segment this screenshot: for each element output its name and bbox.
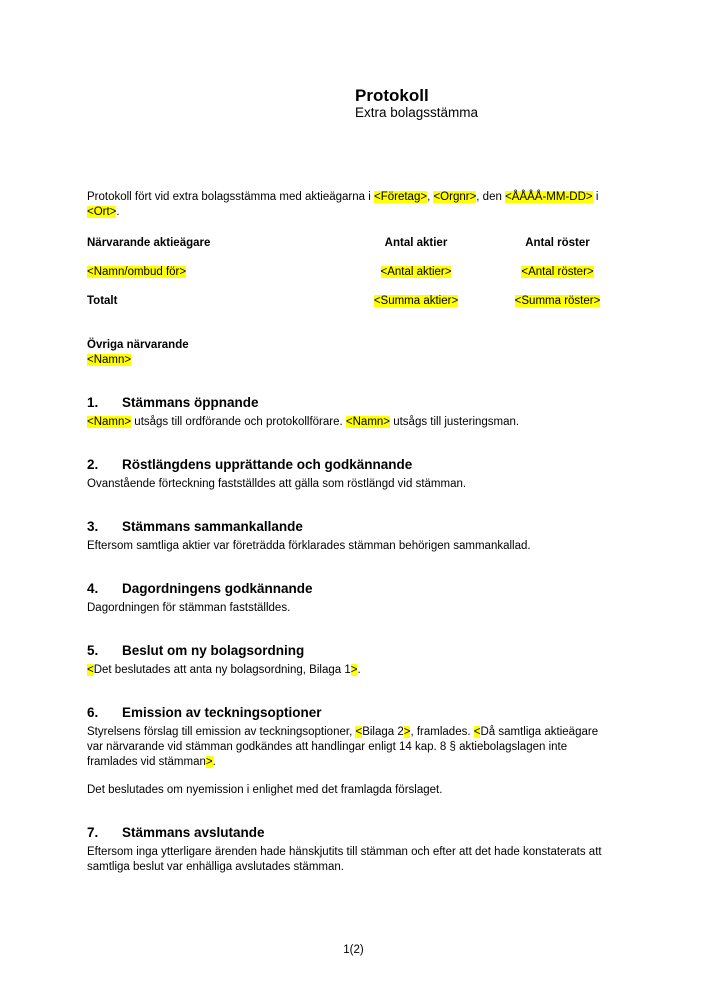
- text-segment: Ovanstående förteckning fastställdes att gälla som röstlängd vid stämman.: [87, 478, 467, 490]
- section-title: Emission av teckningsoptioner: [122, 705, 322, 720]
- placeholder-highlight: <Orgnr>: [433, 191, 477, 203]
- text-segment: Styrelsens förslag till emission av teckningsoptioner,: [87, 726, 356, 738]
- section-paragraph: [87, 477, 620, 492]
- section-5: [87, 643, 620, 678]
- placeholder-highlight: >: [350, 664, 358, 676]
- placeholder-vote-count: <Antal röster>: [521, 266, 594, 278]
- placeholder-highlight: <Företag>: [374, 191, 428, 203]
- title-block: [355, 86, 620, 121]
- section-number: 6.: [87, 705, 99, 720]
- section-4: [87, 581, 620, 616]
- section-paragraph: [87, 415, 620, 430]
- section-title: Stämmans öppnande: [122, 395, 259, 410]
- section-number: 4.: [87, 581, 99, 596]
- section-title: Dagordningens godkännande: [122, 581, 313, 596]
- col-header-vote-count: Antal röster: [525, 237, 590, 249]
- text-segment: samtliga beslut var enhälliga avslutades stämman.: [87, 861, 344, 873]
- section-number: 5.: [87, 643, 99, 658]
- total-label: Totalt: [87, 295, 118, 307]
- section-number: 7.: [87, 825, 99, 840]
- text-segment: Dagordningen för stämman fastställdes.: [87, 602, 291, 614]
- section-heading: [87, 457, 620, 473]
- section-number: 2.: [87, 457, 99, 472]
- placeholder-share-count: <Antal aktier>: [380, 266, 452, 278]
- placeholder-share-sum: <Summa aktier>: [373, 295, 459, 307]
- placeholder-highlight: >: [205, 756, 213, 768]
- text-segment: .: [212, 756, 216, 768]
- text-segment: utsågs till justeringsman.: [390, 416, 520, 428]
- placeholder-shareholder-name: <Namn/ombud för>: [87, 266, 187, 278]
- others-present-value: [87, 353, 620, 368]
- text-segment: utsågs till ordförande och protokollförare.: [131, 416, 346, 428]
- section-number: 3.: [87, 519, 99, 534]
- page-number: 1(2): [343, 944, 364, 956]
- text-segment: , den: [476, 191, 506, 203]
- document-subtitle: Extra bolagsstämma: [355, 105, 479, 120]
- text-segment: .: [357, 664, 361, 676]
- section-title: Röstlängdens upprättande och godkännande: [122, 457, 413, 472]
- text-segment: Det beslutades att anta ny bolagsordning, Bilaga 1: [93, 664, 351, 676]
- text-segment: Eftersom inga ytterligare ärenden hade hänskjutits till stämman och efter att det hade konstaterats att: [87, 846, 602, 858]
- attendance-table: [87, 236, 620, 323]
- section-number: 1.: [87, 395, 99, 410]
- attendance-row: [87, 265, 620, 294]
- section-paragraph: [87, 539, 620, 554]
- section-heading: [87, 395, 620, 411]
- placeholder-highlight: <ÅÅÅÅ-MM-DD>: [505, 191, 593, 203]
- others-present-block: [87, 338, 620, 368]
- placeholder-highlight: <: [473, 726, 481, 738]
- section-6: [87, 705, 620, 798]
- section-paragraph: [87, 725, 620, 770]
- attendance-header-row: [87, 236, 620, 265]
- others-present-label: Övriga närvarande: [87, 339, 189, 351]
- placeholder-highlight: <Namn>: [87, 416, 132, 428]
- section-title: Stämmans avslutande: [122, 825, 265, 840]
- text-segment: Det beslutades om nyemission i enlighet med det framlagda förslaget.: [87, 784, 443, 796]
- text-segment: Eftersom samtliga aktier var företrädda förklarades stämman behörigen sammankallad.: [87, 540, 531, 552]
- text-segment: Bilaga 2: [362, 726, 404, 738]
- section-2: [87, 457, 620, 492]
- section-3: [87, 519, 620, 554]
- placeholder-highlight: >: [403, 726, 411, 738]
- text-segment: .: [116, 206, 120, 218]
- section-heading: [87, 705, 620, 721]
- placeholder-highlight: <Ort>: [87, 206, 117, 218]
- placeholder-other-name: <Namn>: [87, 354, 132, 366]
- section-heading: [87, 825, 620, 841]
- intro-paragraph: [87, 190, 620, 220]
- section-paragraph: [87, 663, 620, 678]
- text-segment: Då samtliga aktieägare: [480, 726, 599, 738]
- placeholder-highlight: <: [87, 664, 94, 676]
- text-segment: i: [592, 191, 599, 203]
- section-heading: [87, 581, 620, 597]
- section-paragraph: [87, 601, 620, 616]
- text-segment: framlades vid stämman: [87, 756, 206, 768]
- section-7: [87, 825, 620, 875]
- document-title: Protokoll: [355, 86, 429, 105]
- text-segment: , framlades.: [410, 726, 474, 738]
- section-paragraph: [87, 845, 620, 875]
- text-segment: ,: [427, 191, 434, 203]
- placeholder-vote-sum: <Summa röster>: [514, 295, 601, 307]
- col-header-shareholders: Närvarande aktieägare: [87, 237, 211, 249]
- section-heading: [87, 519, 620, 535]
- section-1: [87, 395, 620, 430]
- attendance-total-row: [87, 294, 620, 323]
- section-title: Stämmans sammankallande: [122, 519, 303, 534]
- section-heading: [87, 643, 620, 659]
- col-header-share-count: Antal aktier: [384, 237, 448, 249]
- placeholder-highlight: <Namn>: [345, 416, 391, 428]
- placeholder-highlight: <: [355, 726, 363, 738]
- section-title: Beslut om ny bolagsordning: [122, 643, 305, 658]
- text-segment: Protokoll fört vid extra bolagsstämma med aktieägarna i: [87, 191, 374, 203]
- text-segment: var närvarande vid stämman godkändes att handlingar enligt 14 kap. 8 § aktiebolagslagen inte: [87, 741, 568, 753]
- section-paragraph: [87, 783, 620, 798]
